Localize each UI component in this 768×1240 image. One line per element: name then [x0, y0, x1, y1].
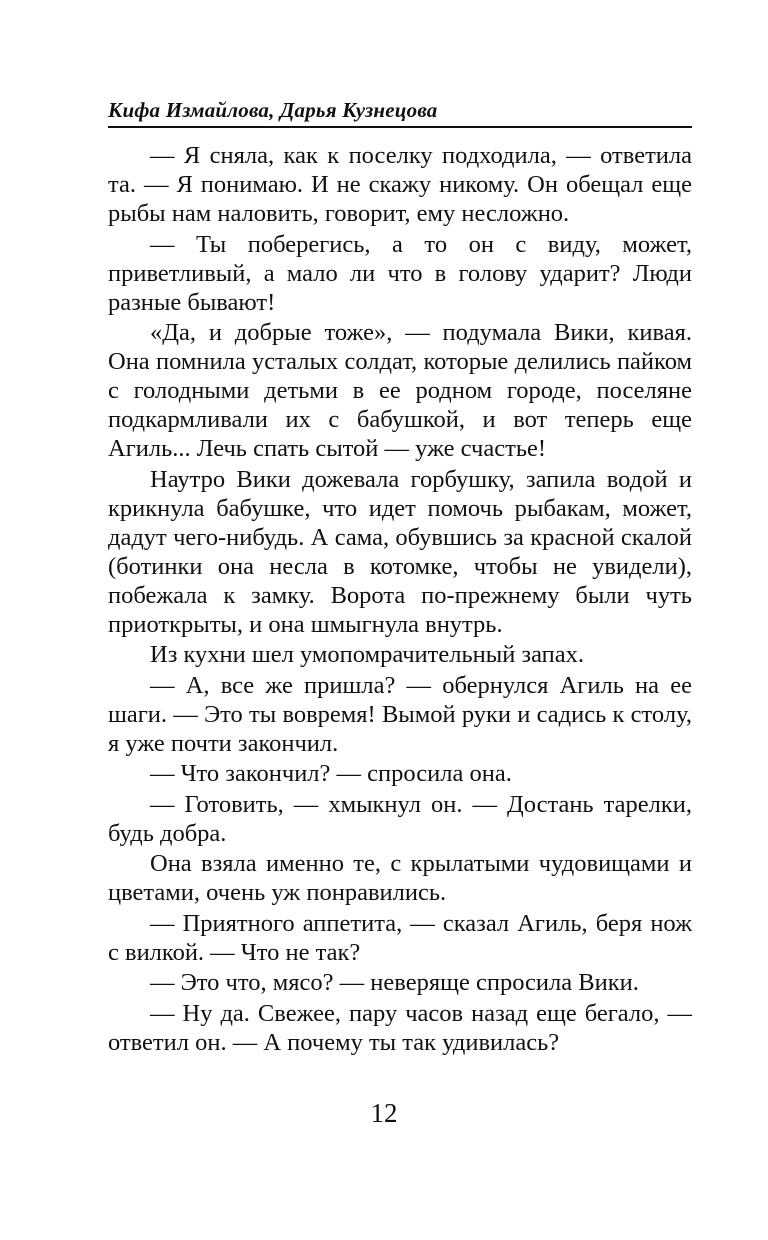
paragraph: Она взяла именно те, с крылатыми чудовищами и цветами, очень уж понравились.	[108, 850, 692, 906]
page-number: 12	[370, 1098, 398, 1128]
paragraph: — Что закончил? — спросила она.	[150, 760, 512, 787]
paragraph: — Приятного аппетита, — сказал Агиль, беря нож с вилкой. — Что не так?	[108, 909, 692, 966]
paragraph: — Я сняла, как к поселку подходила, — ответила та. — Я понимаю. И не скажу никому. Он обещал еще рыбы нам наловить, говорит, ему несложно.	[108, 142, 692, 227]
paragraph: «Да, и добрые тоже», — подумала Вики, кивая. Она помнила усталых солдат, которые делились пайком с голодными детьми в ее родном городе, поселяне подкармливали их с бабушкой, и вот теперь еще Агиль... Лечь спать сытой — уже счастье!	[108, 319, 692, 462]
paragraph: — Готовить, — хмыкнул он. — Достань тарелки, будь добра.	[108, 790, 692, 847]
running-title: Кифа Измайлова, Дарья Кузнецова	[108, 98, 438, 122]
page-body	[108, 141, 692, 1058]
paragraph: Из кухни шел умопомрачительный запах.	[150, 641, 585, 668]
paragraph: — Ну да. Свежее, пару часов назад еще бегало, — ответил он. — А почему ты так удивилась?	[108, 999, 692, 1056]
paragraph: Наутро Вики дожевала горбушку, запила водой и крикнула бабушке, что идет помочь рыбакам, может, дадут чего-нибудь. А сама, обувшись за красной скалой (ботинки она несла в котомке, чтобы не увидели), побежала к замку. Ворота по-прежнему были чуть приоткрыты, и она шмыгнула внутрь.	[108, 465, 692, 638]
paragraph: — А, все же пришла? — обернулся Агиль на ее шаги. — Это ты вовремя! Вымой руки и садись к столу, я уже почти закончил.	[108, 671, 692, 757]
paragraph: — Ты поберегись, а то он с виду, может, приветливый, а мало ли что в голову ударит? Люди разные бывают!	[108, 230, 692, 316]
header-rule	[108, 126, 692, 128]
paragraph: — Это что, мясо? — неверяще спросила Вики.	[150, 969, 639, 996]
